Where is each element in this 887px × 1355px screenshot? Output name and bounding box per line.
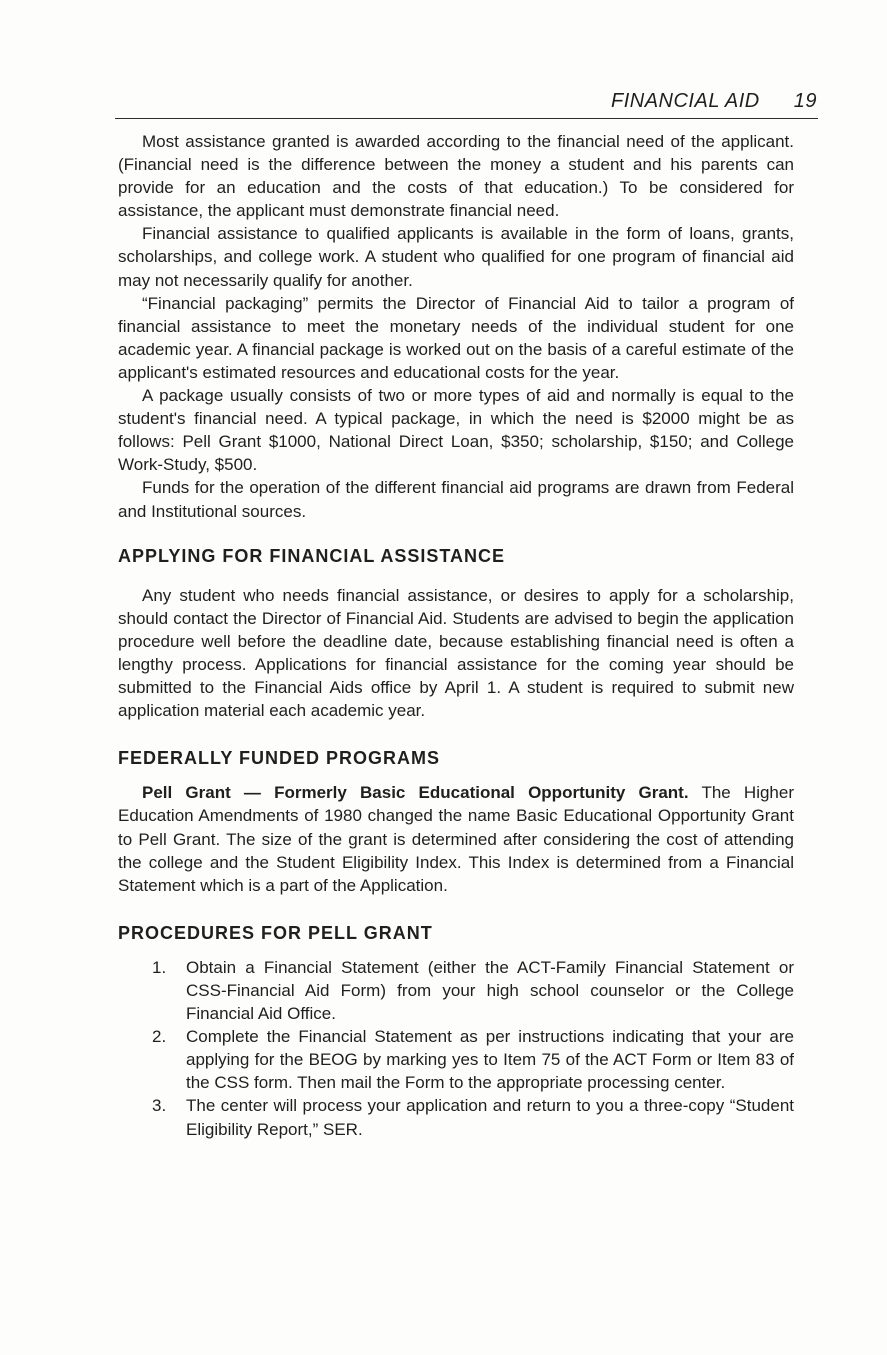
intro-paragraph: Funds for the operation of the different financial aid programs are drawn from Federal and Institutional sources. [118, 478, 794, 521]
running-header [611, 90, 817, 113]
intro-paragraph: Most assistance granted is awarded according to the financial need of the applicant. (Financial need is the difference between the money a student and his parents can provide for an education and the costs of that education.) To be considered for assistance, the applicant must demonstrate financial need. [118, 132, 794, 221]
step-number: 1. [152, 957, 167, 977]
step-text: Obtain a Financial Statement (either the ACT-Family Financial Statement or CSS-Financial Aid Form) from your high school counselor or the College Financial Aid Office. [186, 957, 794, 1024]
page-number: 19 [793, 90, 817, 112]
heading-procedures: PROCEDURES FOR PELL GRANT [118, 922, 433, 943]
pell-grant-lead: Pell Grant — Formerly Basic Educational Opportunity Grant. [142, 783, 689, 803]
step-text: Complete the Financial Statement as per instructions indicating that your are applying for the BEOG by marking yes to Item 75 of the ACT Form or Item 83 of the CSS form. Then mail the Form to the appropriate processing center. [186, 1027, 794, 1093]
step-number: 3. [152, 1096, 167, 1116]
applying-paragraph: Any student who needs financial assistance, or desires to apply for a scholarship, should contact the Director of Financial Aid. Students are advised to begin the application procedure well before the deadline date, because establishing financial need is often a lengthy process. Applications for financial assistance for the coming year should be submitted to the Financial Aids office by April 1. A student is required to submit new application material each academic year. [118, 585, 794, 721]
intro-paragraph: “Financial packaging” permits the Director of Financial Aid to tailor a program of financial assistance to meet the monetary needs of the individual student for one academic year. A financial package is worked out on the basis of a careful estimate of the applicant's estimated resources and educational costs for the year. [118, 293, 794, 382]
intro-paragraph: A package usually consists of two or more types of aid and normally is equal to the student's financial need. A typical package, in which the need is $2000 might be as follows: Pell Grant $1000, National Direct Loan, $350; scholarship, $150; and College Work-Study, $500. [118, 386, 794, 475]
heading-applying: APPLYING FOR FINANCIAL ASSISTANCE [118, 545, 506, 566]
step-number: 2. [152, 1027, 167, 1047]
header-rule [115, 118, 818, 119]
page-body [118, 130, 794, 1141]
pell-grant-paragraph [118, 781, 794, 896]
list-item [118, 956, 794, 1025]
intro-paragraph: Financial assistance to qualified applicants is available in the form of loans, grants, scholarships, and college work. A student who qualified for one program of financial aid may not necessarily qualify for another. [118, 224, 794, 290]
step-text: The center will process your application and return to you a three-copy “Student Eligibility Report,” SER. [186, 1096, 794, 1139]
section-title: FINANCIAL AID [610, 90, 760, 112]
heading-federal-programs: FEDERALLY FUNDED PROGRAMS [118, 748, 441, 769]
pell-grant-body: The Higher Education Amendments of 1980 changed the name Basic Educational Opportunity Grant to Pell Grant. The size of the grant is determined after considering the cost of attending the college and the Student Eligibility Index. This Index is determined from a Financial Statement which is a part of the Application. [118, 783, 794, 895]
list-item [118, 1094, 794, 1140]
list-item [118, 1025, 794, 1094]
procedure-list [118, 956, 794, 1141]
